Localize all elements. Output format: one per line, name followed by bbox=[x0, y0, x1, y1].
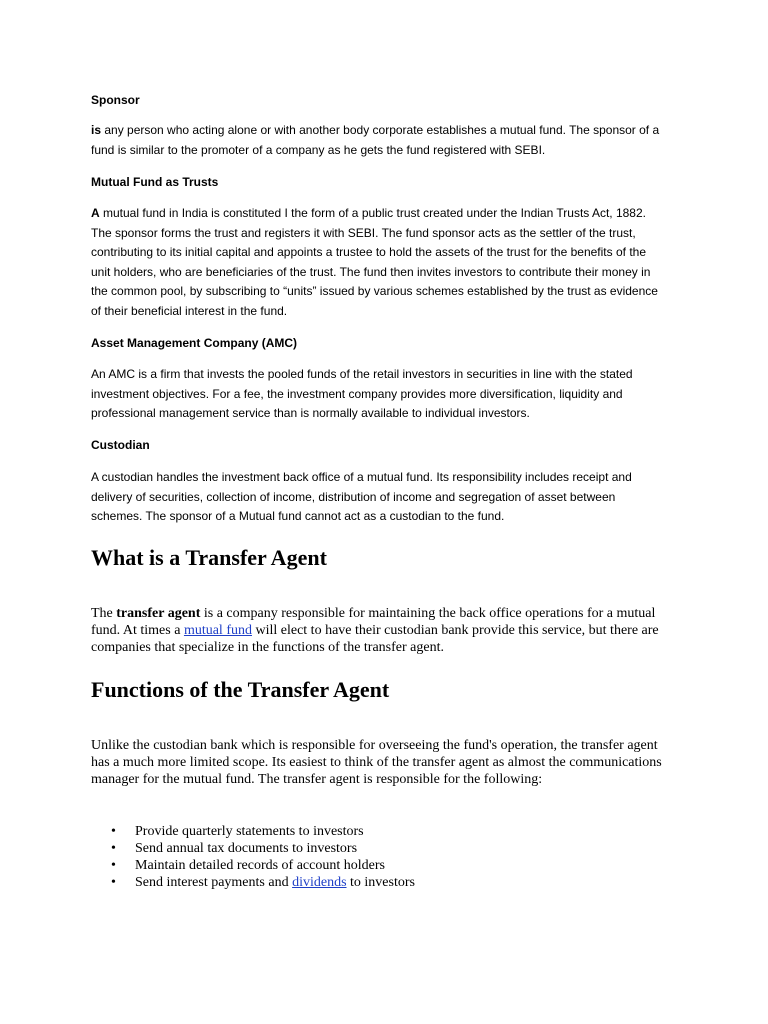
bullet-glyph: • bbox=[111, 875, 116, 890]
custodian-paragraph: A custodian handles the investment back office of a mutual fund. Its responsibility includes receipt and delivery of securities, collection of income, distribution of income and segregation of asset between schemes. The sponsor of a Mutual fund cannot act as a custodian to the fund. bbox=[91, 470, 632, 524]
transfer-agent-text-2: is a company responsible for maintaining the back office operations for a mutual fund. At times a bbox=[91, 606, 656, 638]
transfer-agent-text-3: will elect to have their custodian bank provide this service, but there are companies that specialize in the functions of the transfer agent. bbox=[91, 623, 659, 655]
list-item bbox=[91, 823, 651, 840]
sponsor-paragraph bbox=[91, 121, 661, 160]
list-item-text: Send annual tax documents to investors bbox=[135, 841, 358, 856]
custodian-heading: Custodian bbox=[91, 438, 150, 452]
amc-heading: Asset Management Company (AMC) bbox=[91, 336, 298, 350]
sponsor-lead: is bbox=[91, 123, 102, 137]
bullet-glyph: • bbox=[111, 824, 116, 839]
transfer-agent-heading: What is a Transfer Agent bbox=[91, 545, 327, 570]
bullet-glyph: • bbox=[111, 858, 116, 873]
trusts-heading: Mutual Fund as Trusts bbox=[91, 175, 219, 189]
transfer-agent-bold: transfer agent bbox=[116, 606, 201, 621]
bullet-glyph: • bbox=[111, 841, 116, 856]
transfer-agent-text-1: The bbox=[91, 606, 117, 621]
sponsor-text: any person who acting alone or with another body corporate establishes a mutual fund. The sponsor of a fund is similar to the promoter of a company as he gets the fund registered with SEBI. bbox=[91, 123, 660, 157]
list-item-text-after: to investors bbox=[346, 875, 415, 890]
trusts-lead: A bbox=[91, 206, 100, 220]
list-item bbox=[91, 857, 651, 874]
trusts-paragraph bbox=[91, 204, 667, 322]
functions-list bbox=[91, 823, 651, 891]
list-item bbox=[91, 840, 651, 857]
list-item-text: Provide quarterly statements to investors bbox=[135, 824, 364, 839]
list-item-text: Maintain detailed records of account holders bbox=[135, 858, 385, 873]
list-item bbox=[91, 874, 651, 891]
sponsor-heading: Sponsor bbox=[91, 93, 140, 107]
trusts-text: mutual fund in India is constituted I the form of a public trust created under the Indian Trusts Act, 1882. The sponsor forms the trust and registers it with SEBI. The fund sponsor acts as the settler of the trust, contributing to its initial capital and appoints a trustee to hold the assets of the trust for the benefits of the unit holders, who are beneficiaries of the trust. The fund then invites investors to contribute their money in the common pool, by subscribing to “units” issued by various schemes established by the trust as evidence of their beneficial interest in the fund. bbox=[91, 206, 658, 318]
functions-paragraph: Unlike the custodian bank which is responsible for overseeing the fund's operation, the transfer agent has a much more limited scope. Its easiest to think of the transfer agent as almost the communications manager for the mutual fund. The transfer agent is responsible for the following: bbox=[91, 738, 662, 787]
mutual-fund-link[interactable]: mutual fund bbox=[183, 623, 252, 638]
transfer-agent-paragraph bbox=[91, 605, 681, 656]
amc-paragraph: An AMC is a firm that invests the pooled funds of the retail investors in securities in line with the stated investment objectives. For a fee, the investment company provides more diversification, liquidity and professional management service than is normally available to individual investors. bbox=[91, 367, 633, 421]
functions-heading: Functions of the Transfer Agent bbox=[91, 677, 390, 702]
list-item-text-before: Send interest payments and bbox=[135, 875, 293, 890]
dividends-link[interactable]: dividends bbox=[292, 875, 347, 890]
